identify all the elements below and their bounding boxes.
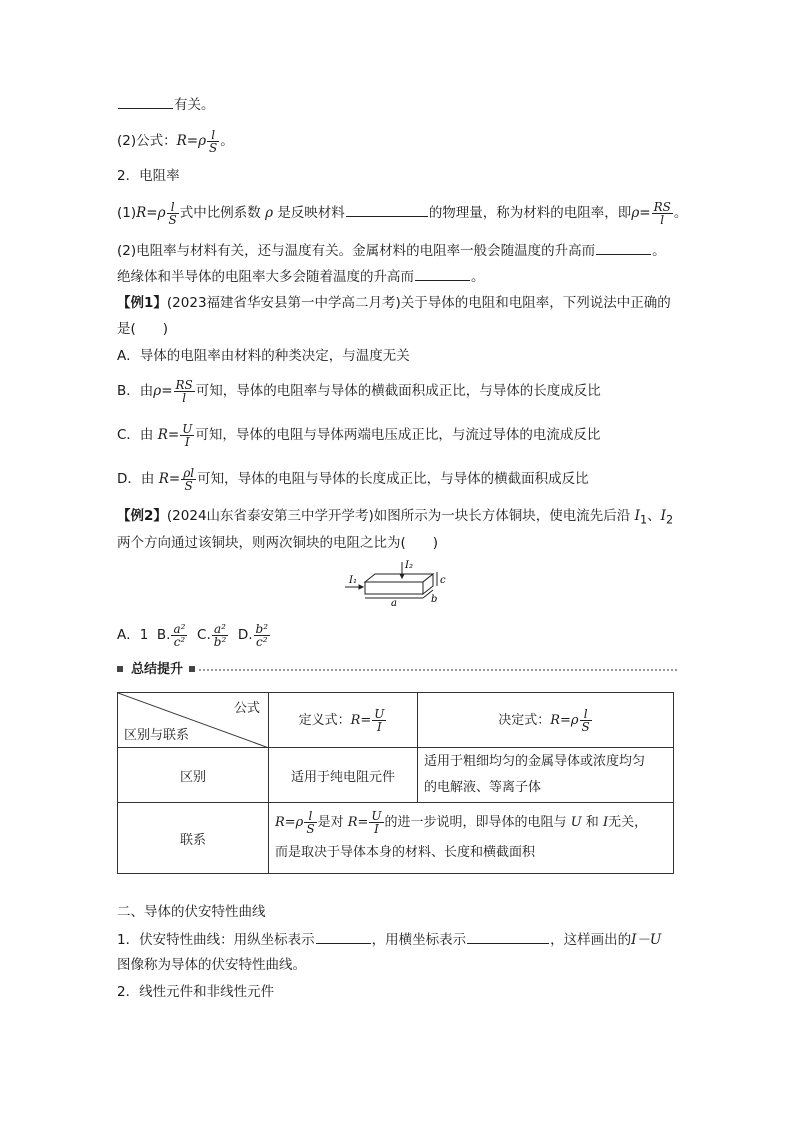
- square-bullet-icon: [117, 666, 123, 672]
- fill-blank[interactable]: [596, 240, 651, 255]
- example-2-stem: 【例2】(2024山东省泰安第三中学开学考)如图所示为一块长方体铜块，使电流先后沿 $I_1$、$I_2$: [117, 508, 674, 527]
- summary-header: [117, 662, 677, 678]
- option-d[interactable]: D. $\frac{\text{b²}}{\text{c²}}$: [237, 621, 269, 649]
- option-a[interactable]: A．1: [117, 627, 149, 643]
- summary-title: 总结提升: [131, 662, 184, 677]
- table-header-diagonal: 公式 区别与联系: [118, 693, 269, 748]
- table-cell: 适用于粗细均匀的金属导体或浓度均匀 的电解液、等离子体: [418, 748, 674, 803]
- text: 。: [220, 133, 234, 149]
- table-header-determination: 决定式：R=ρ $\frac{l}{S}$: [418, 693, 674, 748]
- example-2-stem: 两个方向通过该铜块，则两次铜块的电阻之比为( ): [117, 535, 439, 551]
- example-1-stem: 是( ): [117, 321, 169, 337]
- fill-blank[interactable]: [415, 266, 470, 281]
- fraction: $\frac{RS}{l}$: [653, 199, 671, 227]
- option-d[interactable]: D．由 R= $\frac{\rho l}{S}$ 可知，导体的电阻与导体的长度成正比，与导体的横截面积成反比: [117, 465, 589, 493]
- option-c[interactable]: C．由 R= $\frac{U}{I}$ 可知，导体的电阻与导体两端电压成正比，与流过导体的电流成反比: [117, 421, 601, 449]
- table-header-definition: 定义式：R= $\frac{U}{I}$: [269, 693, 418, 748]
- option-c[interactable]: C. $\frac{\text{a²}}{\text{b²}}$: [197, 621, 227, 649]
- table-cell: 适用于纯电阻元件: [269, 748, 418, 803]
- section-heading: 2．电阻率: [117, 168, 180, 184]
- text-line: (1)R=ρ $\frac{l}{S}$ 式中比例系数 ρ 是反映材料 的物理量，称为材料的电阻率，即ρ= $\frac{RS}{l}$ 。: [117, 199, 688, 227]
- figure-label: I₂: [405, 560, 413, 571]
- formula-line: [117, 124, 234, 158]
- option-b[interactable]: B. $\frac{\text{a²}}{\text{c²}}$: [156, 621, 186, 649]
- example-1-stem: 【例1】(2023福建省华安县第一中学高二月考)关于导体的电阻和电阻率，下列说法中正确的: [117, 295, 671, 311]
- dotted-divider: [199, 669, 677, 671]
- figure-label: b: [431, 594, 438, 605]
- option-b[interactable]: B．由ρ= $\frac{RS}{l}$ 可知，导体的电阻率与导体的横截面积成正比，与导体的长度成反比: [117, 377, 601, 405]
- fill-blank[interactable]: [316, 929, 371, 944]
- row-label: 区别: [118, 748, 269, 803]
- table-cell: R=ρ $\frac{l}{S}$ 是对 R= $\frac{U}{I}$ 的进一步说明，即导体的电阻与 U 和 I无关， 而是取决于导体本身的材料、长度和横截面积: [269, 803, 674, 874]
- text-line: 1．伏安特性曲线：用纵坐标表示 ，用横坐标表示 ，这样画出的I－U: [117, 929, 661, 950]
- text-line: (2)电阻率与材料有关，还与温度有关。金属材料的电阻率一般会随温度的升高而 。: [117, 240, 666, 261]
- summary-table: [117, 692, 674, 874]
- fill-blank[interactable]: [467, 929, 549, 944]
- text-line: [117, 94, 215, 115]
- fill-blank[interactable]: [118, 94, 173, 109]
- figure-label: c: [440, 575, 446, 586]
- example-2-options: [117, 618, 271, 652]
- fraction: $\frac{l}{S}$: [209, 127, 218, 155]
- copper-block-figure: [345, 558, 450, 608]
- figure-label: I₁: [349, 575, 357, 586]
- fill-blank[interactable]: [346, 202, 428, 217]
- fraction: $\frac{l}{S}$: [168, 199, 177, 227]
- text-line: 绝缘体和半导体的电阻率大多会随着温度的升高而 。: [117, 266, 485, 287]
- formula: R=ρ: [176, 133, 207, 149]
- section-heading: 二、导体的伏安特性曲线: [117, 904, 266, 920]
- figure-label: a: [391, 598, 397, 608]
- row-label: 联系: [118, 803, 269, 874]
- option-a[interactable]: A．导体的电阻率由材料的种类决定，与温度无关: [117, 348, 410, 364]
- text: 有关。: [174, 97, 215, 113]
- text-line: 图像称为导体的伏安特性曲线。: [117, 957, 306, 973]
- text: (2)公式：: [117, 133, 177, 149]
- square-bullet-icon: [189, 666, 195, 672]
- text-line: 2．线性元件和非线性元件: [117, 984, 275, 1000]
